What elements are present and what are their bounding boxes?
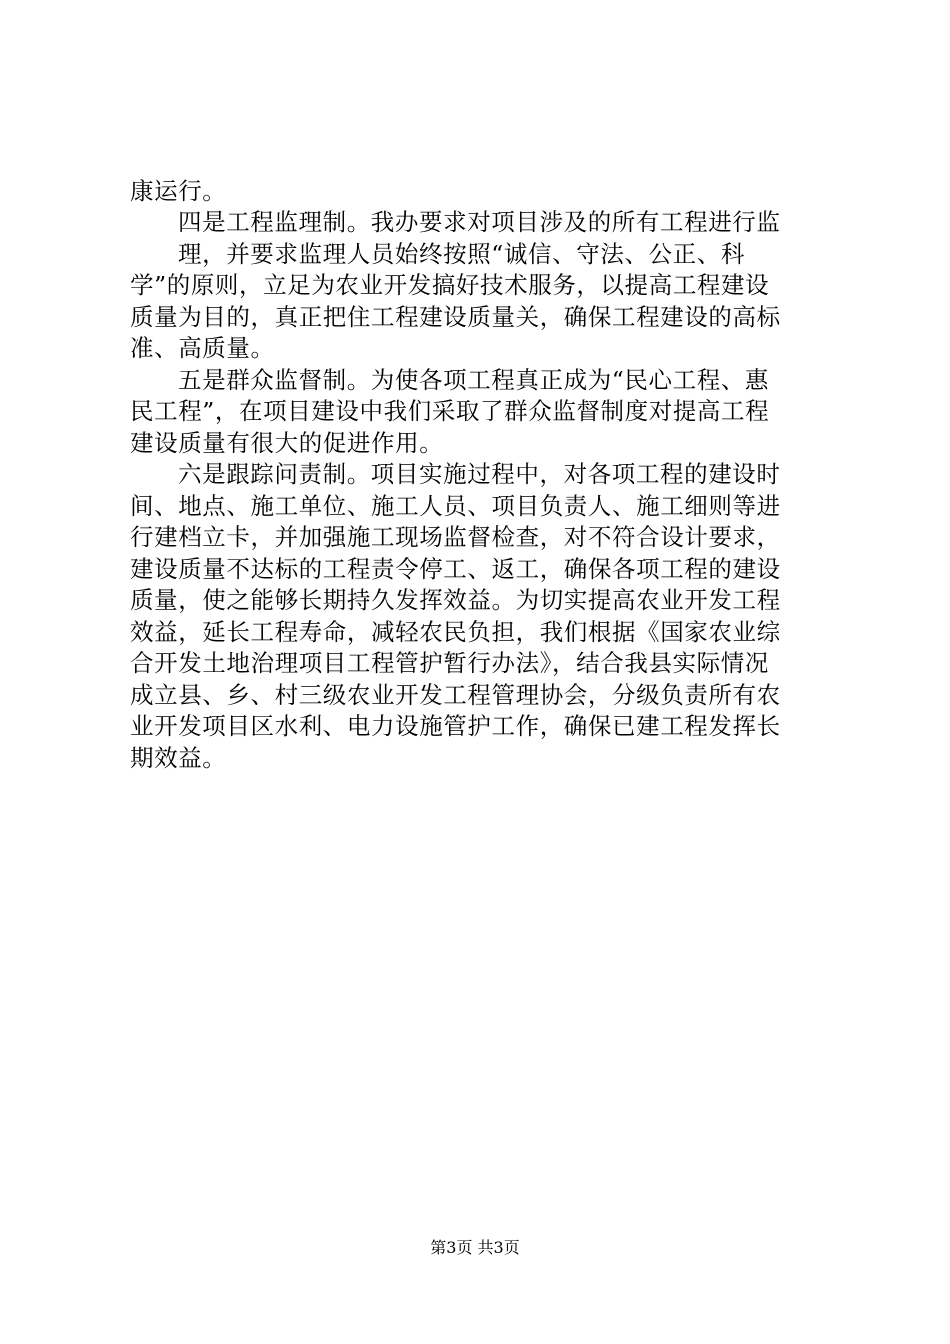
text-line: 建设质量不达标的工程责令停工、返工，确保各项工程的建设 [130,555,781,583]
text-line: 学”的原则，立足为农业开发搞好技术服务，以提高工程建设 [130,271,770,299]
text-line: 间、地点、施工单位、施工人员、项目负责人、施工细则等进 [130,492,781,520]
text-line: 期效益。 [130,744,227,772]
paragraph-start-line: 六是跟踪问责制。项目实施过程中，对各项工程的建设时 [178,460,781,488]
text-line: 质量为目的，真正把住工程建设质量关，确保工程建设的高标 [130,303,781,331]
text-line: 成立县、乡、村三级农业开发工程管理协会，分级负责所有农 [130,681,781,709]
paragraph-start-line: 四是工程监理制。我办要求对项目涉及的所有工程进行监 [178,208,781,236]
text-line: 建设质量有很大的促进作用。 [130,429,444,457]
text-line: 康运行。 [130,177,227,205]
text-line: 业开发项目区水利、电力设施管护工作，确保已建工程发挥长 [130,712,781,740]
text-line: 理，并要求监理人员始终按照“诚信、守法、公正、科 [178,240,745,268]
paragraph-start-line: 五是群众监督制。为使各项工程真正成为“民心工程、惠 [178,366,770,394]
text-line: 行建档立卡，并加强施工现场监督检查，对不符合设计要求， [130,523,781,551]
text-line: 质量，使之能够长期持久发挥效益。为切实提高农业开发工程 [130,586,781,614]
text-line: 合开发土地治理项目工程管护暂行办法》，结合我县实际情况 [130,649,769,677]
page-number-footer: 第3页 共3页 [430,1238,520,1257]
text-line: 效益，延长工程寿命，减轻农民负担，我们根据《国家农业综 [130,618,781,646]
text-line: 民工程”，在项目建设中我们采取了群众监督制度对提高工程 [130,397,770,425]
text-line: 准、高质量。 [130,334,275,362]
